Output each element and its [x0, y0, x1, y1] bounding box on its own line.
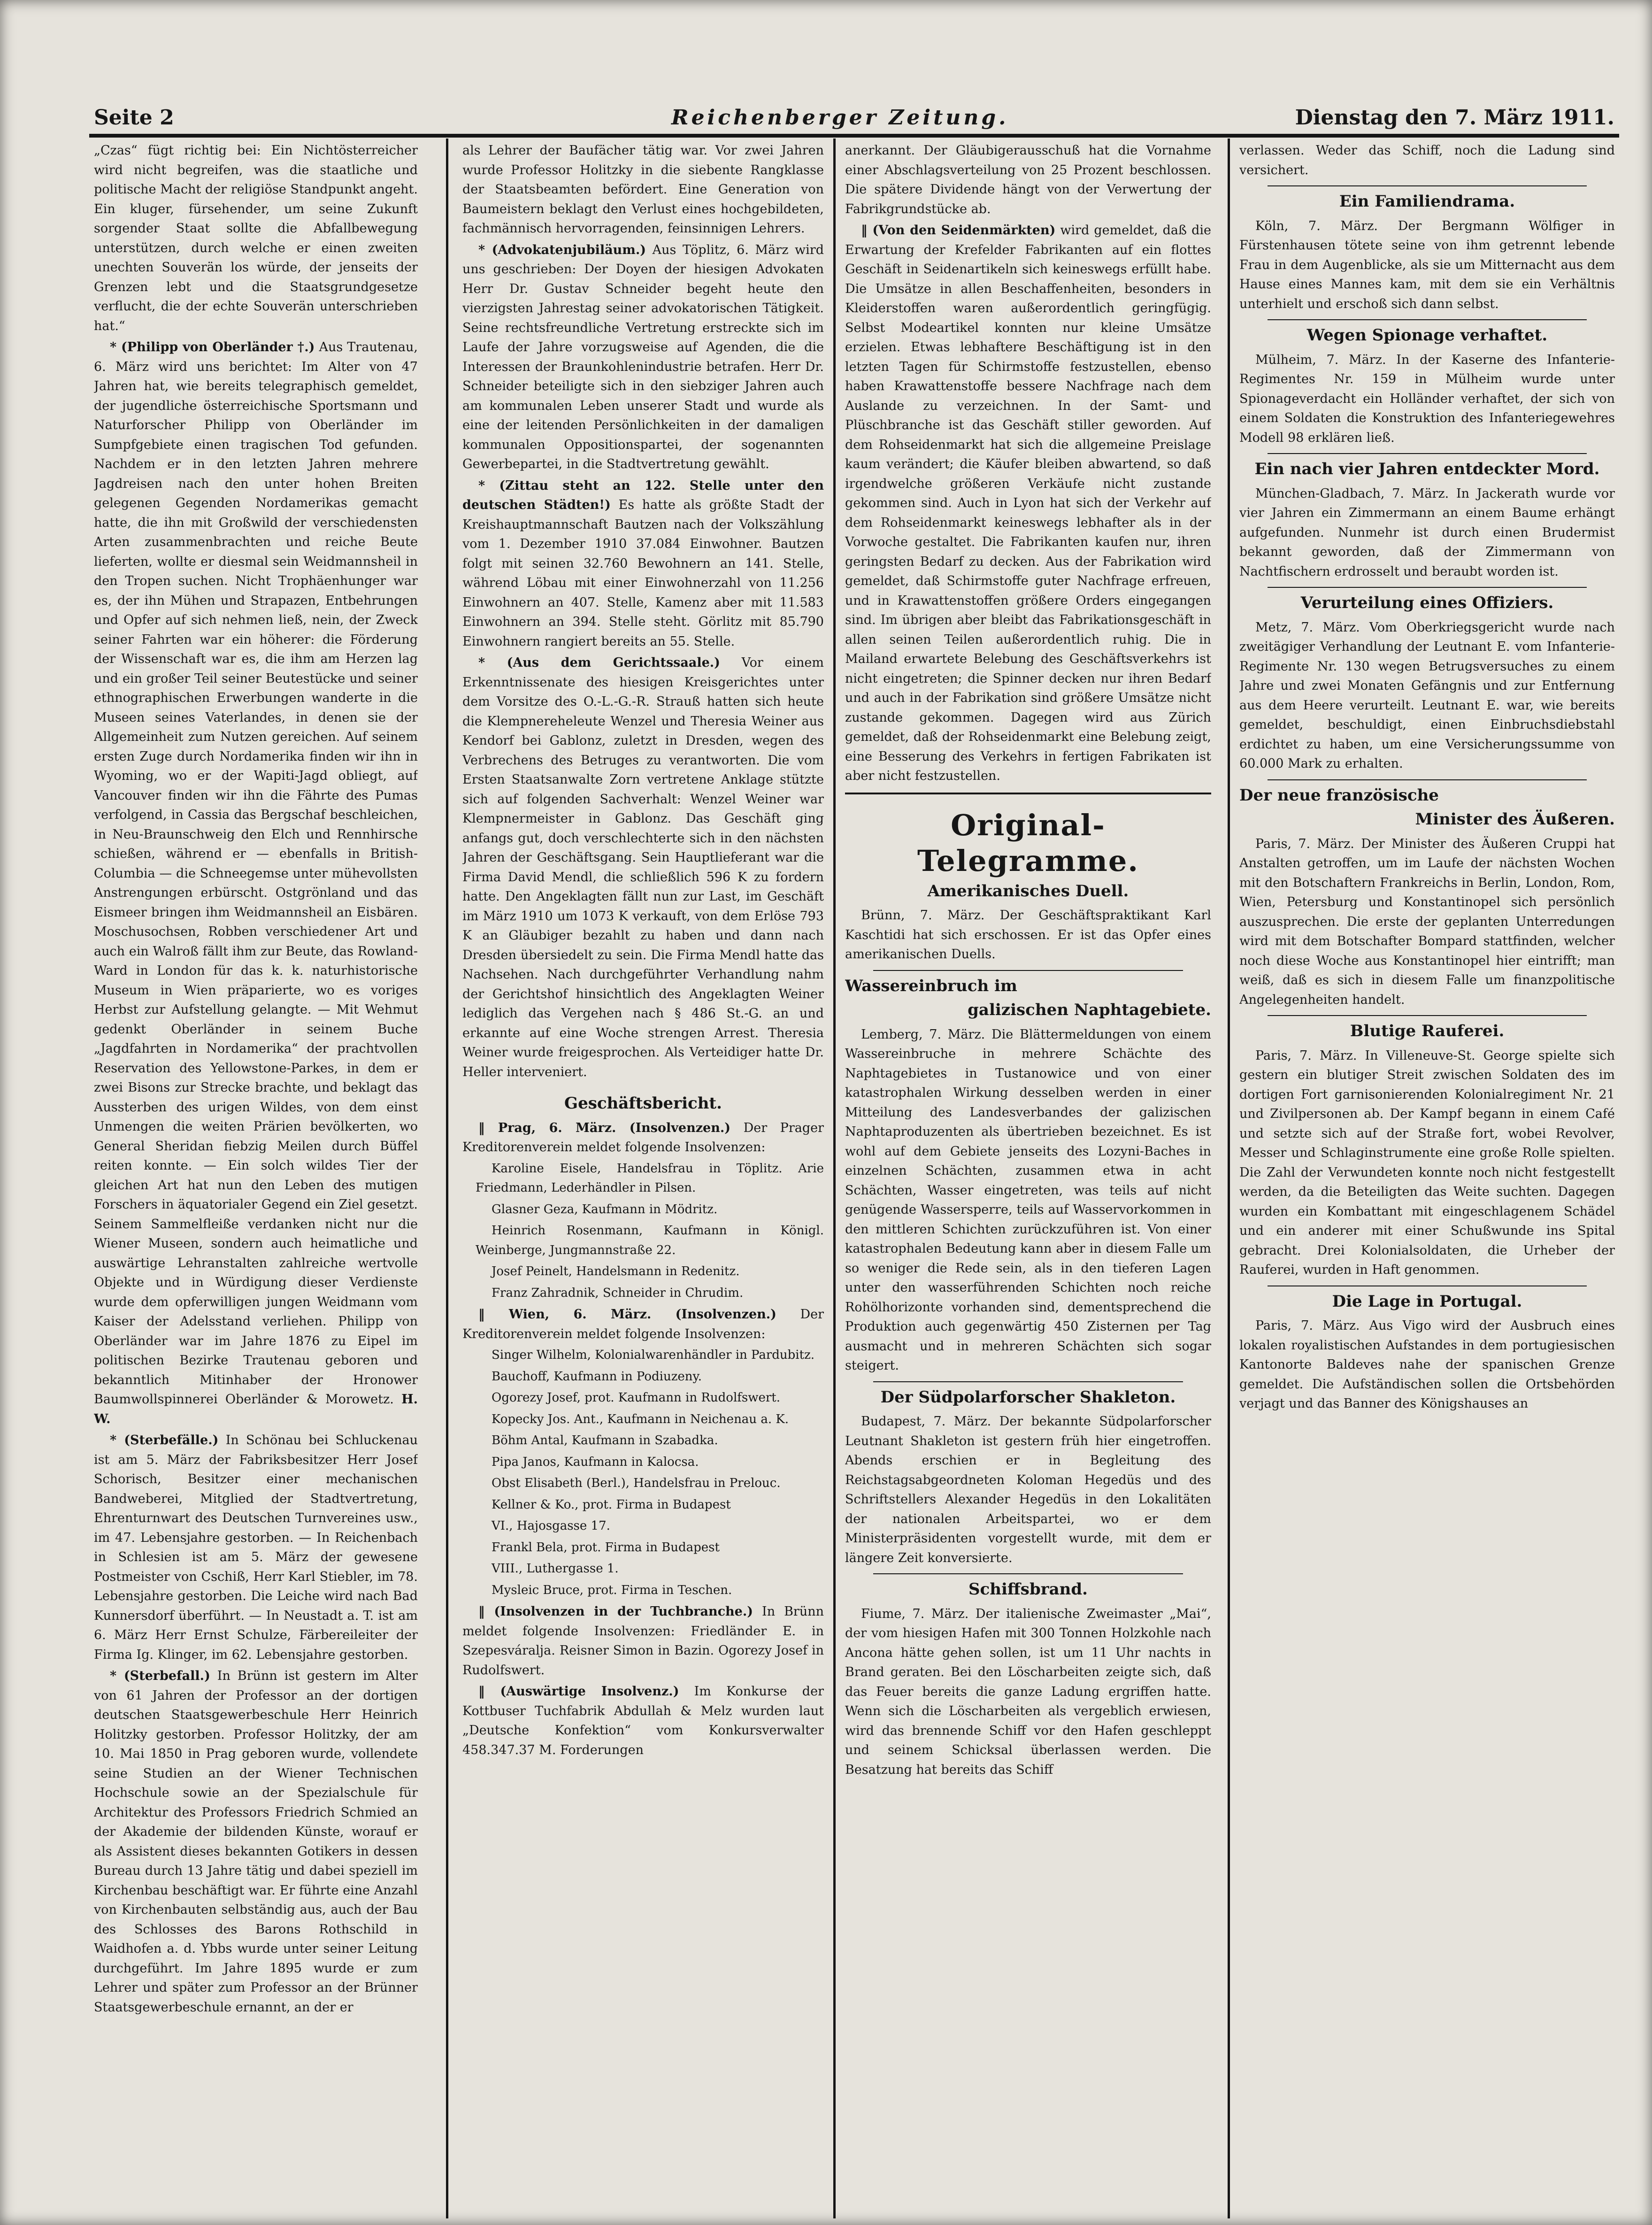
list-item: VIII., Luthergasse 1. [492, 1562, 619, 1576]
article-heading: * (Sterbefälle.) [110, 1433, 219, 1447]
column-rule [446, 139, 448, 2218]
list-item: VI., Hajosgasse 17. [492, 1519, 610, 1533]
header-rule [89, 134, 1619, 138]
telegram-text: Paris, 7. März. In Villeneuve-St. George spielte sich gestern ein blutiger Streit zwischen Soldaten des im dortigen Fort garnisonierenden Kolonialregiment Nr. 21 und Zivilpersonen ab. Der Kampf begann in einem Café und setzte sich auf der Straße fort, wobei Revolver, Messer und Schlaginstrumente eine große Rolle spielten. Die Zahl der Verwundeten konnte noch nicht festgestellt werden, da die Beteiligten das Weite suchten. Dagegen wurden ein Kombattant mit eingeschlagenem Schädel und ein anderer mit einer Schußwunde ins Spital gebracht. Drei Kolonialsoldaten, die Urheber der Rauferei, wurden in Haft genommen. [1239, 1048, 1615, 1277]
telegram-text: Paris, 7. März. Aus Vigo wird der Ausbruch eines lokalen royalistischen Aufstandes in dem portugiesischen Kantonorte Baldeves nahe der spanischen Grenze gemeldet. Die Aufständischen sollen die Ortsbehörden verjagt und das Banner des Königshauses an [1239, 1318, 1615, 1411]
telegram-text: München-Gladbach, 7. März. In Jackerath wurde vor vier Jahren ein Zimmermann an einem Baume erhängt aufgefunden. Nunmehr ist durch einen Brudermist bekannt geworden, daß der Zimmermann von Nachtfischern erdrosselt und beraubt worden ist. [1239, 486, 1615, 579]
list-item: Obst Elisabeth (Berl.), Handelsfrau in Prelouc. [492, 1476, 781, 1490]
telegram-heading: Blutige Rauferei. [1350, 1022, 1505, 1040]
article-gerichtssaal [462, 653, 824, 1082]
telegram-heading: Die Lage in Portugal. [1332, 1292, 1522, 1311]
telegram-heading: Amerikanisches Duell. [927, 881, 1129, 901]
list-item: Josef Peinelt, Handelsmann in Redenitz. [492, 1264, 740, 1278]
list-item: Karoline Eisele, Handelsfrau in Töplitz. Arie Friedmann, Lederhändler in Pilsen. [476, 1161, 824, 1195]
article-text: Aus Töplitz, 6. März wird uns geschrieben: Der Doyen der hiesigen Advokaten Herr Dr. Gustav Schneider begeht heute den vierzigsten Jahrestag seiner advokatorischen Tätigkeit. Seine rechtsfreundliche Vertretung erstreckte sich im Laufe der Jahre vorzugsweise auf Agenden, die die Interessen der Braunkohlenindustrie betrafen. Herr Dr. Schneider beteiligte sich in den siebziger Jahren auch am kommunalen Leben unserer Stadt und wurde als eine der leitenden Persönlichkeiten in der damaligen kommunalen Oppositionspartei, der sogenannten Gewerbepartei, in die Stadtvertretung gewählt. [462, 242, 824, 471]
list-item: Kellner & Ko., prot. Firma in Budapest [492, 1497, 731, 1512]
insolvency-notice [462, 1682, 824, 1760]
column-1 [94, 141, 418, 2216]
list-item: Pipa Janos, Kaufmann in Kalocsa. [492, 1455, 699, 1469]
article-sterbefall [94, 1666, 418, 2017]
column-3 [845, 141, 1211, 2216]
telegram-heading: Der neue französische [1239, 785, 1439, 805]
telegram-text: Fiume, 7. März. Der italienische Zweimaster „Mai“, der vom hiesigen Hafen mit 300 Tonnen Holzkohle nach Ancona hätte gehen sollen, ist um 11 Uhr nachts in Brand geraten. Bei den Löscharbeiten zeigte sich, daß das Feuer bereits die ganze Ladung ergriffen hatte. Wenn sich die Löscharbeiten als vergeblich erwiesen, wird das brennende Schiff vor den Hafen geschleppt und seinem Schicksal überlassen werden. Die Besatzung hat bereits das Schiff [845, 1606, 1211, 1777]
section-title-geschaeftsbericht: Geschäftsbericht. [564, 1094, 722, 1113]
divider [873, 1381, 1183, 1382]
notice-text: Der Kreditorenverein meldet folgende Insolvenzen: [462, 1307, 824, 1341]
telegram-heading: Wassereinbruch im [845, 976, 1017, 995]
insolvency-notice [462, 1118, 824, 1157]
article-seidenmaerkte [845, 221, 1211, 786]
insolvency-list [462, 1159, 824, 1303]
page-number: Seite 2 [94, 106, 174, 130]
list-item: Bauchoff, Kaufmann in Podiuzeny. [492, 1369, 702, 1384]
list-item: Mysleic Bruce, prot. Firma in Teschen. [492, 1583, 732, 1597]
article-paragraph: anerkannt. Der Gläubigerausschuß hat die Vornahme einer Abschlagsverteilung von 25 Prozent beschlossen. Die spätere Dividende hängt von der Verwertung der Fabrikgrundstücke ab. [845, 143, 1211, 216]
column-rule [833, 139, 836, 2218]
divider [873, 1573, 1183, 1574]
telegram-heading: Wegen Spionage verhaftet. [1306, 326, 1548, 345]
article-heading: * (Sterbefall.) [110, 1669, 210, 1683]
article-paragraph: als Lehrer der Baufächer tätig war. Vor zwei Jahren wurde Professor Holitzky in die siebente Rangklasse der Staatsbeamten befördert. Eine Generation von Baumeistern beklagt den Verlust eines hochgebildeten, fachmännisch hervorragenden, feinsinnigen Lehrers. [462, 143, 824, 236]
column-2 [462, 141, 824, 2216]
author-signature: H. W. [94, 1392, 418, 1426]
telegram-text: Budapest, 7. März. Der bekannte Südpolarforscher Leutnant Shakleton ist gestern früh hier eingetroffen. Abends erschien er in Begleitung des Reichstagsabgeordneten Koloman Hegedüs und des Schriftstellers Alexander Hegedüs in den Lokalitäten der nationalen Arbeitspartei, wo er dem Ministerpräsidenten vorgestellt wurde, mit dem er längere Zeit konversierte. [845, 1414, 1211, 1565]
insolvency-notice [462, 1602, 824, 1680]
masthead-title: Reichenberger Zeitung. [671, 106, 1009, 130]
telegram-heading: Verurteilung eines Offiziers. [1300, 593, 1554, 612]
telegram-text: Brünn, 7. März. Der Geschäftspraktikant Karl Kaschtidi hat sich erschossen. Er ist das Opfer eines amerikanischen Duells. [845, 908, 1211, 962]
notice-heading: ‖ Wien, 6. März. (Insolvenzen.) [478, 1307, 776, 1322]
telegram-heading: Schiffsbrand. [968, 1580, 1088, 1599]
article-heading: * (Philipp von Oberländer †.) [110, 340, 315, 354]
divider [1268, 185, 1587, 186]
list-item: Böhm Antal, Kaufmann in Szabadka. [492, 1433, 718, 1447]
list-item: Glasner Geza, Kaufmann in Mödritz. [492, 1202, 718, 1216]
column-4 [1239, 141, 1615, 2216]
notice-text: Im Konkurse der Kottbuser Tuchfabrik Abdullah & Melz wurden laut „Deutsche Konfektion“ vom Konkursverwalter 458.347.37 M. Forderungen [462, 1684, 824, 1757]
divider [1268, 587, 1587, 588]
telegram-text: Paris, 7. März. Der Minister des Äußeren Cruppi hat Anstalten getroffen, um im Laufe der nächsten Wochen mit den Botschaftern Frankreichs in Berlin, London, Rom, Wien, Petersburg und Konstantinopel sich persönlich auszusprechen. Die erste der geplanten Unterredungen wird mit dem Botschafter Bompard stattfinden, welcher noch diese Woche aus Konstantinopel hier eintrifft; man weiß, daß es sich in diesem Falle um finanzpolitische Angelegenheiten handelt. [1239, 836, 1615, 1007]
list-item: Heinrich Rosenmann, Kaufmann in Königl. Weinberge, Jungmannstraße 22. [476, 1224, 824, 1257]
divider [1268, 453, 1587, 454]
article-text: In Schönau bei Schluckenau ist am 5. März der Fabriksbesitzer Herr Josef Schorisch, Besitzer einer mechanischen Bandweberei, Mitglied der Stadtvertretung, Ehrenturnwart des Deutschen Turnvereines usw., im 47. Lebensjahre gestorben. — In Reichenbach in Schlesien ist am 5. März der gewesene Postmeister von Cschiß, Herr Karl Stiebler, im 78. Lebensjahre gestorben. Die Leiche wird nach Bad Kunnersdorf überführt. — In Neustadt a. T. ist am 6. März Herr Ernst Schulze, Färbereileiter der Firma Ig. Klinger, im 62. Lebensjahre gestorben. [94, 1433, 418, 1662]
section-title-original-telegramme: Original-Telegramme. [917, 808, 1139, 878]
telegram-heading: Ein Familiendrama. [1339, 192, 1515, 211]
article-advokaten [462, 240, 824, 474]
article-text: Aus Trautenau, 6. März wird uns berichtet: Im Alter von 47 Jahren hat, wie bereits telegraphisch gemeldet, der jugendliche österreichische Sportsmann und Naturforscher Philipp von Oberländer im Sumpfgebiete einen tragischen Tod gefunden. Nachdem er in den letzten Jahren mehrere Jagdreisen nach den unter hohen Breiten gelegenen Gegenden Nordamerikas gemacht hatte, die ihn mit Großwild der verschiedensten Arten zusammenbrachten und reiche Beute lieferten, wollte er diesmal sein Weidmannsheil in den Tropen suchen. Nicht Trophäenhunger war es, der ihn Mühen und Strapazen, Entbehrungen und Opfer auf sich nehmen ließ, nein, der Zweck seiner Fahrten war ein höherer: die Förderung der Wissenschaft war es, die ihm am Herzen lag und ein großer Teil seiner Beutestücke und seiner ethnographischen Erwerbungen wanderte in die Museen seines Vaterlandes, in denen sie der Allgemeinheit zum Nutzen gereichen. Auf seinem ersten Zuge durch Nordamerika finden wir ihn in Wyoming, wo er der Wapiti-Jagd obliegt, auf Vancouver finden wir ihn die Fährte des Pumas verfolgend, in Cassia das Bergschaf beschleichen, in Neu-Braunschweig den Elch und Rennhirsche schießen, während er — ebenfalls in British-Columbia — die Schneegemse unter mühevollsten Anstrengungen erbürscht. Ostgrönland und das Eismeer bringen ihm Weidmannsheil an Eisbären. Moschusochsen, Robben verschiedener Art und auch ein Walroß fällt ihm zur Beute, das Rowland-Ward in London für das k. k. naturhistorische Museum in Wien präparierte, wo es voriges Herbst zur Aufstellung gelangte. — Mit Wehmut gedenkt Oberländer in seinem Buche „Jagdfahrten in Nordamerika“ der prachtvollen Reservation des Yellowstone-Parkes, in dem er zwei Bisons zur Strecke brachte, und beklagt das Aussterben des urigen Wildes, von dem einst Unmengen die weiten Prärien bevölkerten, wo General Sheridan fiebzig Meilen durch Büffel reiten konnte. — Ein solch wildes Tier der gleichen Art hat nun den Leben des mutigen Forschers in äquatorialer Gegend ein Ziel gesetzt. Seinem Sammelfleiße verdanken nicht nur die Wiener Museen, sondern auch heimatliche und auswärtige Lehranstalten zahlreiche wertvolle Objekte und in Würdigung dieser Verdienste wurde dem opferwilligen jungen Weidmann vom Kaiser der Adelsstand verliehen. Philipp von Oberländer war im Jahre 1876 zu Eipel im politischen Bezirke Trautenau geboren und bekanntlich Mitinhaber der Hronower Baumwollspinnerei Oberländer & Morowetz. [94, 340, 418, 1407]
notice-text: Der Prager Kreditorenverein meldet folgende Insolvenzen: [462, 1120, 824, 1155]
telegram-text: Metz, 7. März. Vom Oberkriegsgericht wurde nach zweitägiger Verhandlung der Leutnant E. vom Infanterie-Regimente Nr. 130 wegen Betrugsversuches zu einem Jahre und zwei Monaten Gefängnis und zur Entfernung aus dem Heere verurteilt. Leutnant E. war, wie bereits gemeldet, beschuldigt, einen Einbruchsdiebstahl erdichtet zu haben, um eine Versicherungssumme von 60.000 Mark zu erhalten. [1239, 620, 1615, 771]
issue-date: Dienstag den 7. März 1911. [1295, 106, 1614, 130]
article-sterbefaelle [94, 1431, 418, 1664]
divider [1268, 779, 1587, 780]
notice-heading: ‖ (Auswärtige Insolvenz.) [478, 1684, 679, 1699]
article-text: Es hatte als größte Stadt der Kreishauptmannschaft Bautzen nach der Volkszählung vom 1. Dezember 1910 37.084 Einwohner. Bautzen folgt mit seinen 32.760 Bewohnern an 141. Stelle, während Löbau mit einer Einwohnerzahl von 11.256 Einwohnern an 407. Stelle, Kamenz aber mit 11.583 Einwohnern an 394. Stelle steht. Görlitz mit 85.790 Einwohnern rangiert bereits an 55. Stelle. [462, 498, 824, 649]
notice-heading: ‖ Prag, 6. März. (Insolvenzen.) [478, 1120, 731, 1135]
article-paragraph: „Czas“ fügt richtig bei: Ein Nichtösterreicher wird nicht begreifen, was die staatliche und politische Macht der religiöse Standpunkt angeht. Ein kluger, fürsehender, um seine Zukunft sorgender Staat sollte die Abfallbewegung unterstützen, durch welche er einen zweiten unechten Souverän los würde, der jenseits der Grenzen lebt und die Staatsgrundgesetze verflucht, die der echte Souverän unterschrieben hat.“ [94, 143, 418, 333]
article-text: Vor einem Erkenntnissenate des hiesigen Kreisgerichtes unter dem Vorsitze des O.-L.-G.-R. Strauß hatten sich heute die Klempnereheleute Wenzel und Theresia Weiner aus Kendorf bei Gablonz, zuletzt in Dresden, wegen des Verbrechens des Betruges zu verantworten. Die vom Ersten Staatsanwalte Zorn vertretene Anklage stützte sich auf folgenden Sachverhalt: Wenzel Weiner war Klempnermeister in Gablonz. Das Geschäft ging anfangs gut, doch verschlechterte sich in den nächsten Jahren der Geschäftsgang. Sein Hauptlieferant war die Firma David Mendl, die schließlich 596 K zu fordern hatte. Den Angeklagten fällt nun zur Last, im Geschäft im März 1910 um 1073 K verkauft, von dem Erlöse 793 K an Gläubiger bezahlt zu haben und dann nach Dresden übersiedelt zu sein. Die Firma Mendl hatte das Nachsehen. Nach durchgeführter Verhandlung nahm der Gerichtshof hinsichtlich des Angeklagten Weiner lediglich das Vergehen nach § 486 St.-G. an und erkannte auf eine Woche strengen Arrest. Theresia Weiner wurde freigesprochen. Als Verteidiger hatte Dr. Heller interveniert. [462, 655, 824, 1079]
telegram-text: verlassen. Weder das Schiff, noch die Ladung sind versichert. [1239, 143, 1615, 177]
divider [873, 970, 1183, 971]
article-heading: * (Aus dem Gerichtssaale.) [478, 655, 720, 670]
divider [1268, 319, 1587, 320]
list-item: Ogorezy Josef, prot. Kaufmann in Rudolfswert. [492, 1391, 781, 1405]
article-heading: ‖ (Von den Seidenmärkten) [861, 223, 1056, 238]
notice-heading: ‖ (Insolvenzen in der Tuchbranche.) [478, 1604, 753, 1619]
notice-text: In Brünn meldet folgende Insolvenzen: Friedländer E. in Szepesváralja. Reisner Simon in Bazin. Ogorezy Josef in Rudolfswert. [462, 1604, 824, 1678]
list-item: Frankl Bela, prot. Firma in Budapest [492, 1540, 720, 1555]
telegram-heading: Ein nach vier Jahren entdeckter Mord. [1254, 460, 1600, 478]
telegram-subheading: Minister des Äußeren. [1415, 810, 1615, 829]
insolvency-notice [462, 1305, 824, 1344]
list-item: Kopecky Jos. Ant., Kaufmann in Neichenau a. K. [492, 1412, 789, 1426]
telegram-heading: Der Südpolarforscher Shakleton. [880, 1387, 1176, 1407]
telegram-subheading: galizischen Naphtagebiete. [968, 1001, 1211, 1019]
column-rule [1228, 139, 1230, 2218]
telegram-text: Mülheim, 7. März. In der Kaserne des Infanterie-Regimentes Nr. 159 in Mülheim wurde unter Spionageverdacht ein Holländer verhaftet, der sich von einem Soldaten die Konstruktion des Infanteriegewehres Modell 98 erklären ließ. [1239, 352, 1615, 445]
insolvency-list [462, 1346, 824, 1600]
article-text: In Brünn ist gestern im Alter von 61 Jahren der Professor an der dortigen deutschen Staatsgewerbeschule Herr Heinrich Holitzky gestorben. Professor Holitzky, der am 10. Mai 1850 in Prag geboren wurde, vollendete seine Studien an der Wiener Technischen Hochschule sowie an der Spezialschule für Architektur des Professors Friedrich Schmied an der Akademie der bildenden Künste, worauf er als Assistent dieses bekannten Gotikers in dessen Bureau durch 13 Jahre tätig und dabei speziell im Kirchenbau beschäftigt war. Er führte eine Anzahl von Kirchenbauten selbständig aus, auch der Bau des Schlosses des Barons Rothschild in Waidhofen a. d. Ybbs wurde unter seiner Leitung durchgeführt. Im Jahre 1895 wurde er zum Lehrer und später zum Professor an der Brünner Staatsgewerbeschule ernannt, an der er [94, 1669, 418, 2015]
article-zittau [462, 476, 824, 652]
list-item: Singer Wilhelm, Kolonialwarenhändler in Pardubitz. [492, 1348, 815, 1362]
divider [1268, 1015, 1587, 1016]
article-oberlaender [94, 338, 418, 1429]
article-heading: * (Advokatenjubiläum.) [478, 242, 646, 257]
telegram-text: Lemberg, 7. März. Die Blättermeldungen von einem Wassereinbruche in mehrere Schächte des Naphtagebietes in Tustanowice und von einer katastrophalen Wirkung desselben werden in einer Mitteilung des Landesverbandes der galizischen Naphtaproduzenten als übertrieben bezeichnet. Es ist wohl auf dem Gebiete jenseits des Lozyni-Baches in einzelnen Schächten, zusammen etwa in acht Schächten, Wasser eingetreten, was teils auf nicht genügende Wassersperre, teils auf Wasservorkommen in den mittleren Schichten zurückzuführen ist. Von einer katastrophalen Bedeutung kann aber in diesem Falle um so weniger die Rede sein, als in den tieferen Lagen unter den wasserführenden Schichten noch reiche Rohölhorizonte vorhanden sind, dementsprechend die Produktion auch gegenwärtig 450 Zisternen per Tag ausmacht und in mehreren Schächten sich sogar steigert. [845, 1027, 1211, 1373]
telegram-text: Köln, 7. März. Der Bergmann Wölfiger in Fürstenhausen tötete seine von ihm getrennt lebende Frau in dem Augenblicke, als sie um Mitternacht aus dem Hause eines Mannes kam, mit dem sie ein Verhältnis unterhielt und erschoß sich dann selbst. [1239, 218, 1615, 311]
article-heading: * (Zittau steht an 122. Stelle unter den deutschen Städten!) [462, 478, 824, 512]
article-text: wird gemeldet, daß die Erwartung der Krefelder Fabrikanten auf ein flottes Geschäft in Seidenartikeln sich keineswegs erfüllt habe. Die Umsätze in allen Beschaffenheiten, besonders in Kleiderstoffen waren außerordentlich geringfügig. Selbst Modeartikel konnten nur kleine Umsätze erzielen. Etwas lebhaftere Beschäftigung ist in den letzten Tagen für Schirmstoffe festzustellen, ebenso haben Krawattenstoffe bessere Nachfrage nach dem Auslande zu verzeichnen. In der Samt- und Plüschbranche ist das Geschäft stiller geworden. Auf dem Rohseidenmarkt hat sich die allgemeine Preislage kaum verändert; die Käufer bleiben abwartend, so daß irgendwelche größeren Verkäufe nicht zustande gekommen sind. Auch in Lyon hat sich der Verkehr auf dem Rohseidenmarkt keineswegs lebhafter als in der Vorwoche gestaltet. Die Fabrikanten kaufen nur, ihren geringsten Bedarf zu decken. Aus der Fabrikation wird gemeldet, daß Schirmstoffe guter Nachfrage erfreuen, und in Krawattenstoffen größere Orders eingegangen sind. Im übrigen aber bleibt das Fabrikationsgeschäft in allen seinen Teilen außerordentlich ruhig. Die in Mailand erwartete Belebung des Geschäftsverkehrs ist nicht eingetreten; die Spinner decken nur ihren Bedarf und auch in der Fabrikation sind größere Umsätze nicht zustande gekommen. Dagegen wird aus Zürich gemeldet, daß der Rohseidenmarkt eine Belebung zeigt, eine Besserung des Verkehrs in fertigen Fabrikaten ist aber nicht festzustellen. [845, 223, 1211, 783]
list-item: Franz Zahradnik, Schneider in Chrudim. [492, 1286, 744, 1300]
section-divider [845, 793, 1211, 794]
